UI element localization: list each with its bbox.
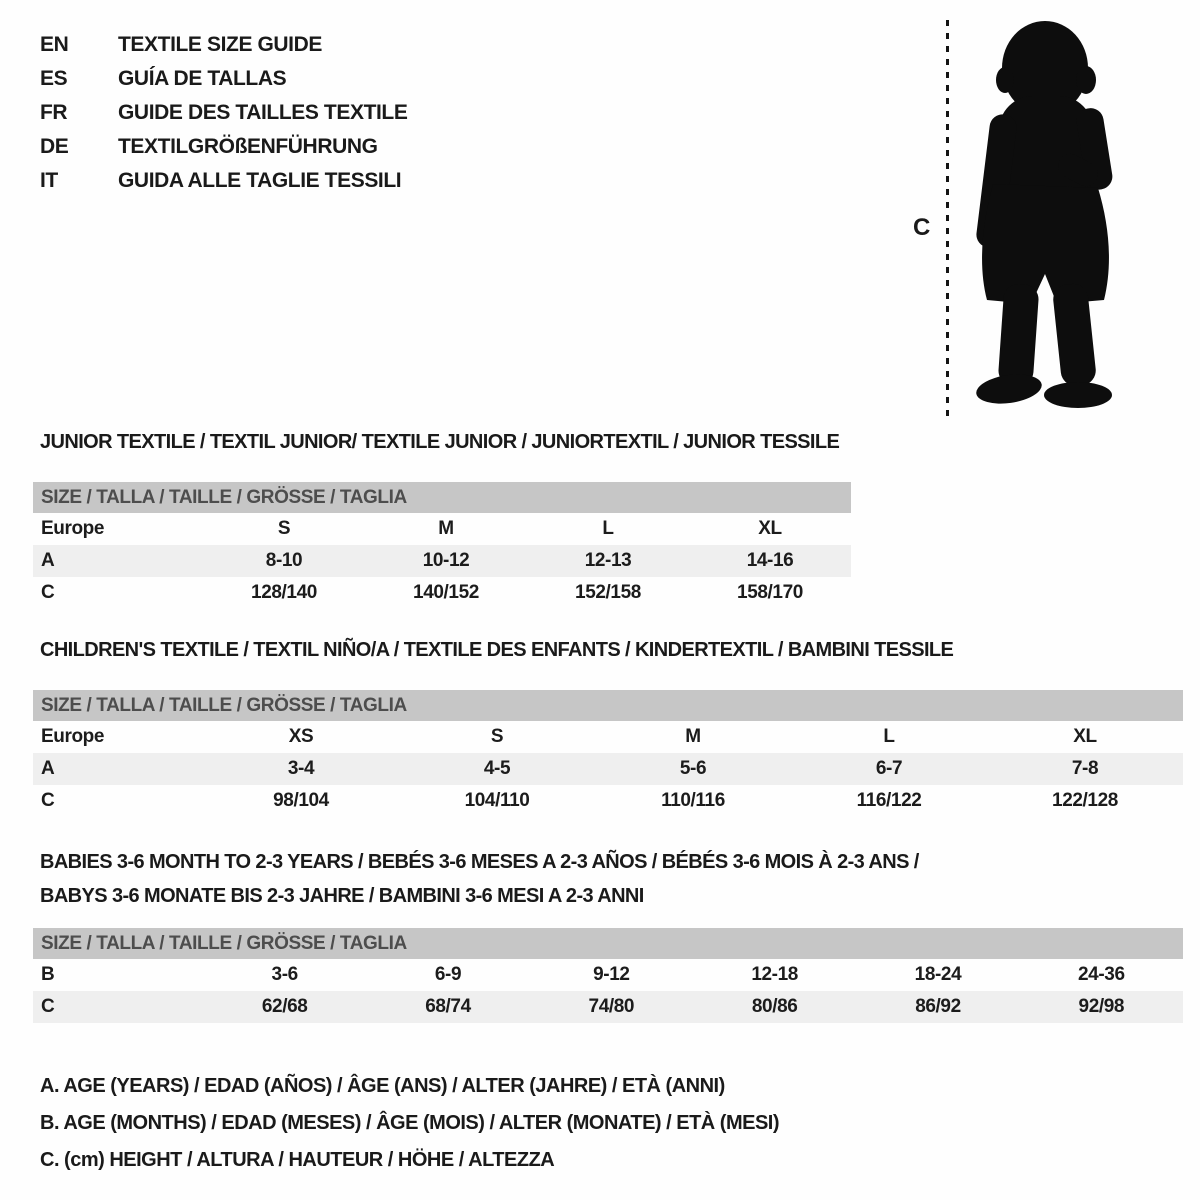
size-cell: 6-7 — [791, 753, 987, 785]
section-junior-textile — [33, 430, 851, 609]
row-label: C — [41, 790, 55, 811]
table-header-row — [33, 690, 1183, 721]
language-title-list — [40, 28, 407, 198]
table-header-row — [33, 482, 851, 513]
size-cell: 152/158 — [575, 582, 641, 603]
section-children-textile — [33, 638, 1183, 817]
size-cell: XS — [288, 726, 314, 747]
guide-title: TEXTILGRÖßENFÜHRUNG — [118, 135, 378, 158]
size-cell: 80/86 — [693, 991, 856, 1023]
size-cell: 14-16 — [689, 545, 851, 577]
row-label: C — [33, 991, 203, 1023]
table-row-height — [33, 785, 1183, 817]
size-cell: 3-4 — [203, 753, 399, 785]
row-label: Europe — [41, 726, 105, 747]
table-row-months — [33, 959, 1183, 991]
size-cell: 5-6 — [595, 753, 791, 785]
language-row — [40, 28, 407, 62]
row-label: C — [41, 582, 55, 603]
size-cell: 12-18 — [751, 964, 798, 985]
toddler-silhouette-image — [957, 13, 1147, 419]
size-header-cell: SIZE / TALLA / TAILLE / GRÖSSE / TAGLIA — [33, 928, 1183, 959]
language-row — [40, 62, 407, 96]
size-cell: 158/170 — [737, 582, 803, 603]
size-cell: 18-24 — [914, 964, 962, 985]
language-code: ES — [40, 67, 68, 90]
language-code: FR — [40, 101, 68, 124]
guide-title: GUIDA ALLE TAGLIE TESSILI — [118, 169, 402, 192]
size-cell: 3-6 — [271, 964, 298, 985]
section-title-children: CHILDREN'S TEXTILE / TEXTIL NIÑO/A / TEXTILE DES ENFANTS / KINDERTEXTIL / BAMBINI TESSILE — [40, 639, 954, 661]
section-babies-textile — [33, 845, 1183, 1023]
table-row-europe — [33, 721, 1183, 753]
section-title-junior: JUNIOR TEXTILE / TEXTIL JUNIOR/ TEXTILE JUNIOR / JUNIORTEXTIL / JUNIOR TESSILE — [40, 431, 840, 453]
table-header-row — [33, 928, 1183, 959]
row-label: Europe — [41, 518, 105, 539]
size-cell: 68/74 — [366, 991, 529, 1023]
size-cell: 104/110 — [464, 790, 530, 811]
table-row-age — [33, 753, 1183, 785]
table-row-europe — [33, 513, 851, 545]
size-cell: 110/116 — [661, 790, 725, 811]
measurement-legend — [40, 1068, 779, 1179]
size-cell: L — [883, 726, 895, 747]
height-dashed-line — [946, 20, 949, 416]
babies-size-table — [33, 928, 1183, 1023]
size-cell: 86/92 — [856, 991, 1019, 1023]
section-title-babies-line1: BABIES 3-6 MONTH TO 2-3 YEARS / BEBÉS 3-6 MESES A 2-3 AÑOS / BÉBÉS 3-6 MOIS À 2-3 ANS / — [40, 851, 919, 873]
legend-line-b: B. AGE (MONTHS) / EDAD (MESES) / ÂGE (MOIS) / ALTER (MONATE) / ETÀ (MESI) — [40, 1112, 780, 1134]
size-cell: 122/128 — [1052, 790, 1118, 811]
guide-title: GUÍA DE TALLAS — [118, 67, 287, 90]
table-row-age — [33, 545, 851, 577]
size-cell: 74/80 — [530, 991, 693, 1023]
size-cell: L — [602, 518, 614, 539]
size-cell: 6-9 — [434, 964, 462, 985]
language-row — [40, 96, 407, 130]
size-cell: 12-13 — [527, 545, 689, 577]
section-title-babies-line2: BABYS 3-6 MONATE BIS 2-3 JAHRE / BAMBINI 3-6 MESI A 2-3 ANNI — [40, 885, 644, 907]
size-header-cell: SIZE / TALLA / TAILLE / GRÖSSE / TAGLIA — [33, 482, 851, 513]
language-code: IT — [40, 169, 58, 192]
table-row-height — [33, 991, 1183, 1023]
size-cell: 140/152 — [413, 582, 479, 603]
section-title-babies — [40, 845, 1183, 913]
language-code: EN — [40, 33, 69, 56]
size-cell: 10-12 — [365, 545, 527, 577]
size-header-cell: SIZE / TALLA / TAILLE / GRÖSSE / TAGLIA — [33, 690, 1183, 721]
size-cell: 9-12 — [593, 964, 630, 985]
children-size-table — [33, 690, 1183, 817]
table-row-height — [33, 577, 851, 609]
language-row — [40, 164, 407, 198]
junior-size-table — [33, 482, 851, 609]
height-measure-label: C — [913, 214, 931, 241]
size-cell: XL — [758, 518, 782, 539]
size-cell: M — [438, 518, 454, 539]
size-cell: S — [277, 518, 291, 539]
size-cell: 24-36 — [1078, 964, 1125, 985]
size-cell: 116/122 — [856, 790, 922, 811]
size-cell: 7-8 — [987, 753, 1183, 785]
row-label: A — [33, 753, 203, 785]
legend-line-c: C. (cm) HEIGHT / ALTURA / HAUTEUR / HÖHE / ALTEZZA — [40, 1149, 555, 1171]
row-label: B — [41, 964, 55, 985]
size-cell: M — [685, 726, 701, 747]
size-cell: 8-10 — [203, 545, 365, 577]
row-label: A — [33, 545, 203, 577]
size-cell: 128/140 — [251, 582, 317, 603]
size-cell: 92/98 — [1020, 991, 1183, 1023]
guide-title: TEXTILE SIZE GUIDE — [118, 33, 322, 56]
size-cell: XL — [1073, 726, 1097, 747]
size-cell: S — [490, 726, 504, 747]
size-cell: 62/68 — [203, 991, 366, 1023]
language-row — [40, 130, 407, 164]
legend-line-a: A. AGE (YEARS) / EDAD (AÑOS) / ÂGE (ANS) / ALTER (JAHRE) / ETÀ (ANNI) — [40, 1075, 725, 1097]
guide-title: GUIDE DES TAILLES TEXTILE — [118, 101, 408, 124]
language-code: DE — [40, 135, 69, 158]
size-cell: 98/104 — [273, 790, 329, 811]
size-cell: 4-5 — [399, 753, 595, 785]
